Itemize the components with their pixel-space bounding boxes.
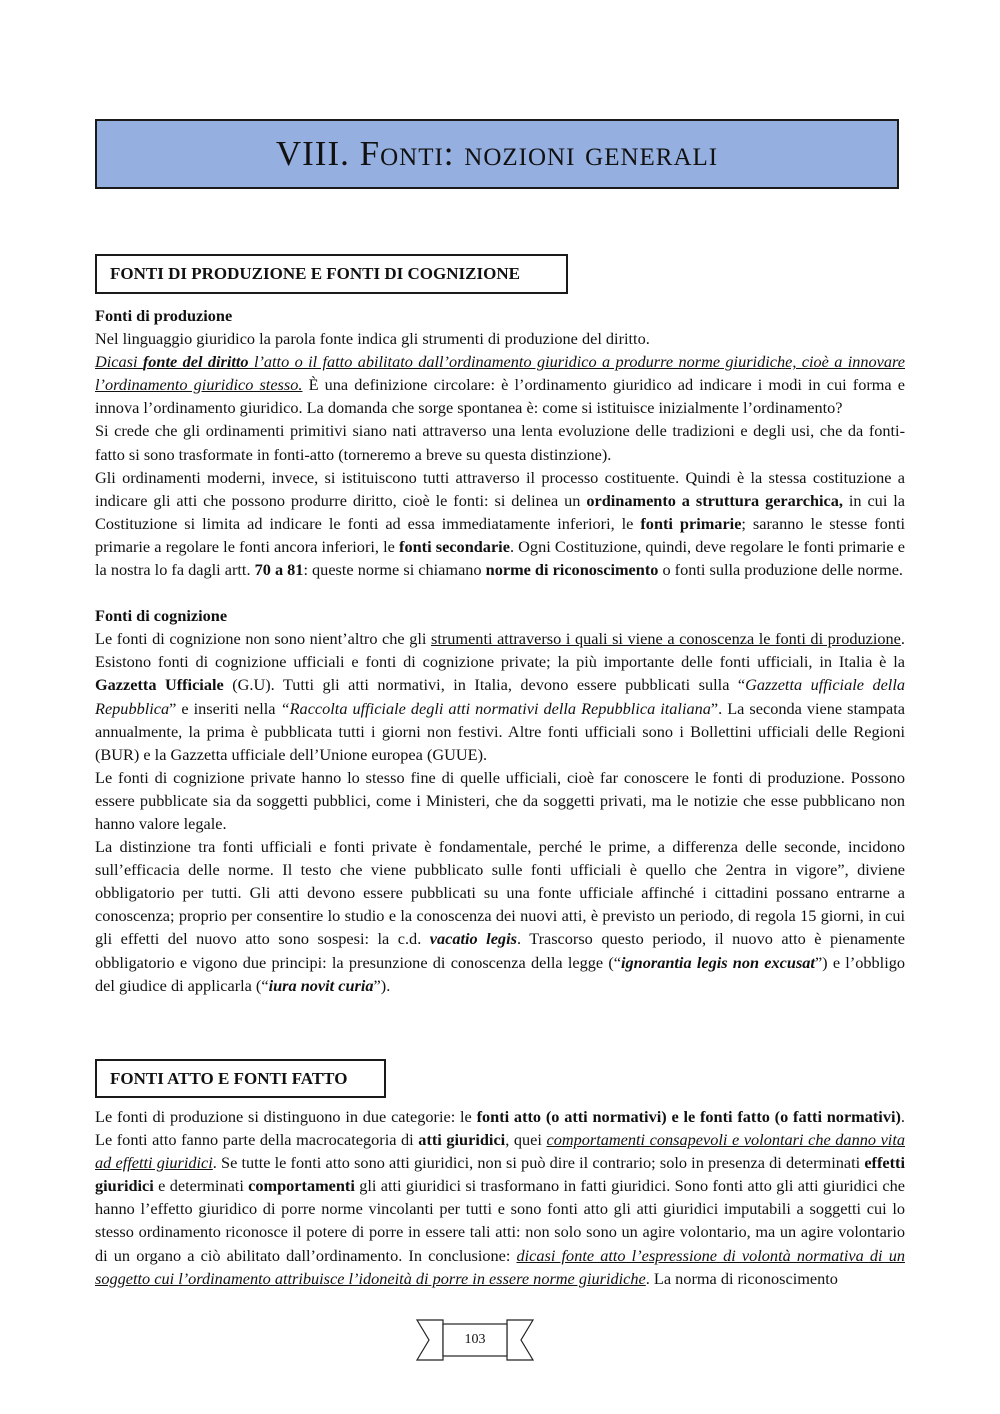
emphasis: Gazzetta Ufficiale bbox=[95, 675, 224, 695]
emphasis: ignorantia legis non excusat bbox=[621, 952, 815, 972]
text: Le fonti di produzione si distinguono in due categorie: le bbox=[95, 1107, 477, 1126]
text: Le fonti di cognizione private hanno lo stesso fine di quelle ufficiali, cioè far conoscere le fonti di produzione. Possono essere pubblicate sia da soggetti pubblici, come i Ministeri, che da soggetti privati, ma le notizie che esse pubblicano non hanno valore legale. bbox=[95, 767, 905, 833]
text: . Esistono fonti di cognizione ufficiali e fonti di cognizione private; la più importante delle fonti ufficiali, in Italia è la bbox=[95, 629, 905, 672]
emphasis: fonte del diritto bbox=[142, 352, 249, 372]
emphasis: comportamenti bbox=[248, 1176, 355, 1196]
section-heading-box bbox=[95, 1059, 386, 1098]
emphasis: Gazzetta ufficiale della Repubblica bbox=[95, 675, 905, 718]
text: : queste norme si chiamano bbox=[303, 560, 486, 580]
emphasis: iura novit curia bbox=[268, 975, 374, 995]
paragraph bbox=[95, 1105, 905, 1290]
text: Nel linguaggio giuridico la parola fonte indica gli strumenti di produzione del diritto. bbox=[95, 329, 650, 349]
text: ; saranno le stesse fonti primarie a regolare le fonti ancora inferiori, le bbox=[95, 513, 905, 556]
text: . Se tutte le fonti atto sono atti giuridici, non si può dire il contrario; solo in presenza di determinati bbox=[212, 1153, 865, 1173]
text: . Le fonti atto fanno parte della macrocategoria di bbox=[95, 1107, 905, 1150]
emphasis: “Raccolta ufficiale degli atti normativi della Repubblica italiana bbox=[280, 698, 711, 718]
emphasis: comportamenti consapevoli e volontari che danno vita ad effetti giuridici bbox=[95, 1130, 905, 1173]
text: È una definizione circolare: è l’ordinamento giuridico ad indicare i modi in cui forma e innova l’ordinamento giuridico. La domanda che sorge spontanea è: come si istituisce inizialmente l’ordinamento? bbox=[95, 375, 906, 418]
paragraph bbox=[95, 466, 905, 581]
paragraph bbox=[95, 627, 905, 766]
subheading: Fonti di cognizione bbox=[95, 606, 228, 626]
emphasis: fonti secondarie bbox=[399, 536, 510, 556]
emphasis: atti giuridici bbox=[418, 1130, 506, 1150]
page-number: 103 bbox=[464, 1332, 486, 1347]
chapter-title: VIII. Fonti: nozioni generali bbox=[275, 134, 719, 173]
text: Si crede che gli ordinamenti primitivi siano nati attraverso una lenta evoluzione delle tradizioni e degli usi, che da fonti-fatto si sono trasformate in fonti-atto (torneremo a breve su questa distinzione). bbox=[95, 421, 905, 464]
text: l’atto o il fatto abilitato dall’ordinamento giuridico a produrre norme giuridiche, cioè a innovare l’ordinamento giuridico stesso. bbox=[95, 352, 906, 395]
section-body bbox=[95, 1105, 905, 1290]
chapter-title-banner bbox=[95, 119, 899, 189]
text: Gli ordinamenti moderni, invece, si istituiscono tutti attraverso il processo costituente. Quindi è la stessa costituzione a indicare gli atti che possono produrre diritto, cioè le fonti: si delinea un bbox=[95, 467, 905, 510]
subheading: Fonti di produzione bbox=[95, 306, 233, 325]
text: . La norma di riconoscimento bbox=[645, 1268, 838, 1288]
section-heading: FONTI ATTO E FONTI FATTO bbox=[110, 1068, 348, 1088]
text: , quei bbox=[505, 1130, 547, 1150]
paragraph bbox=[95, 835, 905, 997]
emphasis: dicasi fonte atto l’espressione di volontà normativa di un soggetto cui l’ordinamento attribuisce l’idoneità di porre in essere norme giuridiche bbox=[95, 1245, 905, 1288]
text: in cui la Costituzione si limita ad indicare le fonti ad essa immediatamente inferiori, le bbox=[95, 490, 906, 533]
text: ”) e l’obbligo del giudice di applicarla (“ bbox=[95, 952, 905, 995]
text: gli atti giuridici si trasformano in fatti giuridici. Sono fonti atto gli atti giuridici che hanno l’effetto giuridico di porre norme vincolanti per tutti e sono fonti atto gli atti giuridici imputabili a soggetti cui lo stesso ordinamento riconosce il potere di porre in essere tali atti: non solo sono un agire volontario, ma un agire volontario di un organo a ciò abilitato dall’ordinamento. In conclusione: bbox=[95, 1176, 905, 1265]
text: La distinzione tra fonti ufficiali e fonti private è fondamentale, perché le prime, a differenza delle seconde, incidono sull’efficacia delle norme. Il testo che viene pubblicato sulle fonti ufficiali è quello che 2entra in vigore”, diviene obbligatorio per tutti. Gli atti devono essere pubblicati su una fonte ufficiale affinché i cittadini possano entrarne a conoscenza; proprio per consentire lo studio e la conoscenza dei nuovi atti, è previsto un periodo, di regola 15 giorni, in cui gli effetti del nuovo atto sono sospesi: la c.d. bbox=[95, 837, 905, 949]
text: . Ogni Costituzione, quindi, deve regolare le fonti primarie e la nostra lo fa dagli artt. bbox=[95, 536, 906, 580]
emphasis: effetti giuridici bbox=[95, 1153, 905, 1196]
text: ” e inseriti nella bbox=[169, 698, 281, 718]
text: ”. La seconda viene stampata annualmente, la prima è pubblicata tutti i giorni non festivi. Altre fonti ufficiali sono i Bollettini ufficiali delle Regioni (BUR) e la Gazzetta ufficiale dell’Unione europea (GUUE). bbox=[95, 698, 906, 764]
section-heading: FONTI DI PRODUZIONE E FONTI DI COGNIZIONE bbox=[110, 264, 520, 283]
emphasis: norme di riconoscimento bbox=[485, 560, 659, 580]
text: Le fonti di cognizione non sono nient’altro che gli bbox=[95, 629, 431, 649]
emphasis: fonti primarie bbox=[640, 513, 742, 533]
emphasis: fonti atto (o atti normativi) e le fonti fatto (o fatti normativi) bbox=[476, 1107, 901, 1126]
text: e determinati bbox=[153, 1176, 249, 1196]
paragraph bbox=[95, 350, 905, 419]
text: (G.U). Tutti gli atti normativi, in Italia, devono essere pubblicati sulla “ bbox=[223, 675, 746, 695]
emphasis: 70 a 81 bbox=[254, 560, 304, 580]
emphasis: strumenti attraverso i quali si viene a conoscenza le fonti di produzione bbox=[431, 629, 901, 649]
paragraph bbox=[95, 419, 905, 465]
section-heading-box bbox=[95, 254, 568, 294]
text: ”). bbox=[373, 975, 391, 995]
paragraph bbox=[95, 766, 905, 835]
emphasis: vacatio legis bbox=[429, 929, 517, 949]
emphasis: ordinamento a struttura gerarchica, bbox=[586, 490, 843, 510]
text: . Trascorso questo periodo, il nuovo atto è pienamente obbligatorio e vigono due principi: la presunzione di conoscenza della legge (“ bbox=[95, 929, 906, 972]
paragraph bbox=[95, 327, 905, 350]
page-number-ornament bbox=[415, 1318, 535, 1362]
text: o fonti sulla produzione delle norme. bbox=[658, 560, 903, 580]
text: Dicasi bbox=[95, 352, 143, 372]
section-body bbox=[95, 304, 905, 997]
